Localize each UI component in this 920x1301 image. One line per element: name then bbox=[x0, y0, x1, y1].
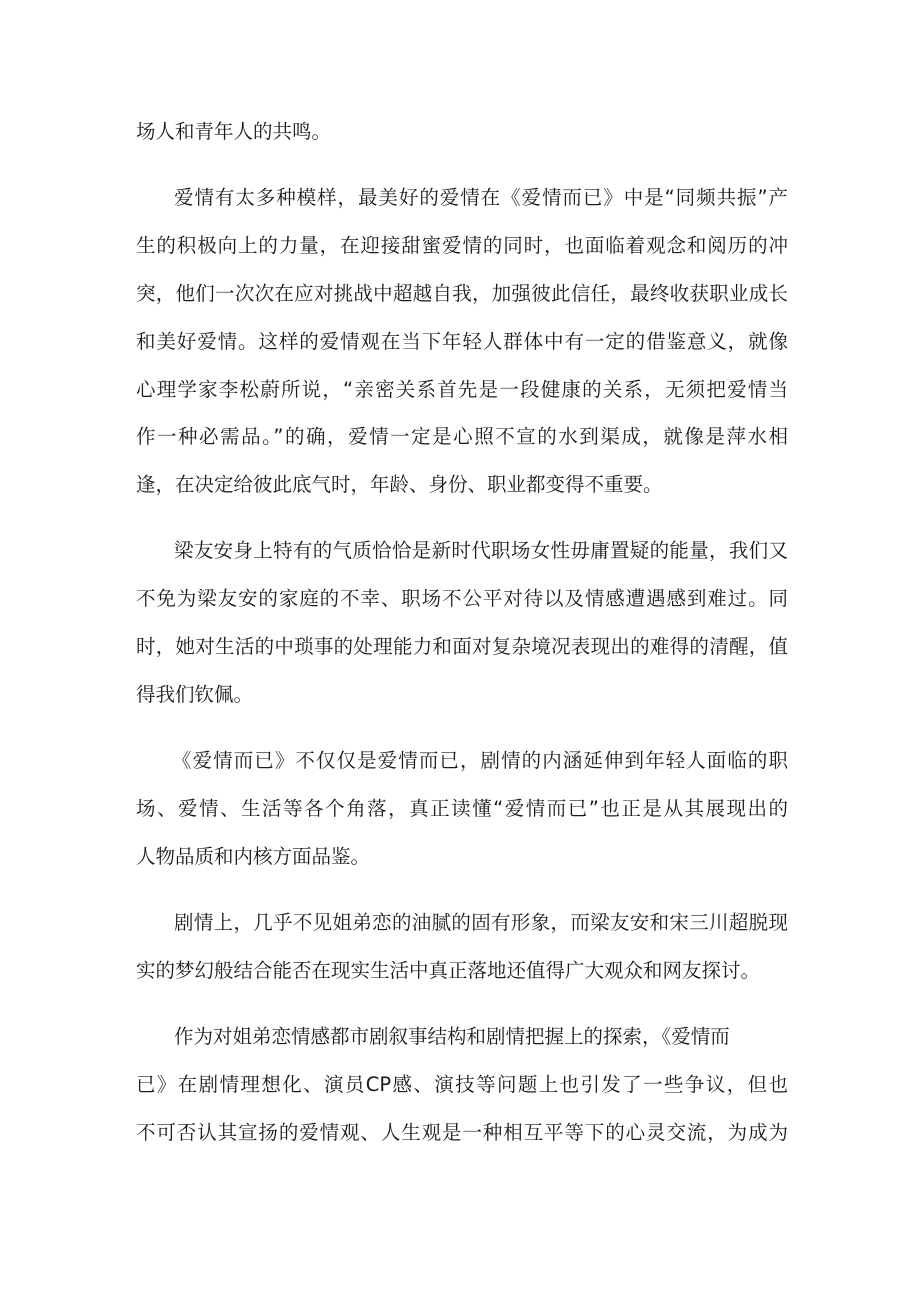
paragraph-6-line-1: 作为对姐弟恋情感都市剧叙事结构和剧情把握上的探索，《爱情而 bbox=[174, 1025, 730, 1048]
paragraph-4-line-2: 场、爱情、生活等各个角落，真正读懂“爱情而已”也正是从其展现出的 bbox=[136, 797, 788, 820]
paragraph-2-line-2: 生的积极向上的力量，在迎接甜蜜爱情的同时，也面临着观念和阅历的冲 bbox=[136, 234, 788, 257]
paragraph-2-line-5: 心理学家李松蔚所说，“亲密关系首先是一段健康的关系，无须把爱情当 bbox=[136, 378, 788, 401]
paragraph-6-line-3: 不可否认其宣扬的爱情观、人生观是一种相互平等下的心灵交流，为成为 bbox=[136, 1121, 788, 1144]
paragraph-2-line-3: 突，他们一次次在应对挑战中超越自我，加强彼此信任，最终收获职业成长 bbox=[136, 282, 788, 305]
paragraph-3-line-2: 不免为梁友安的家庭的不幸、职场不公平对待以及情感遭遇感到难过。同 bbox=[136, 587, 788, 610]
paragraph-5-line-1: 剧情上，几乎不见姐弟恋的油腻的固有形象，而梁友安和宋三川超脱现 bbox=[174, 911, 788, 934]
paragraph-3-line-3: 时，她对生活的中琐事的处理能力和面对复杂境况表现出的难得的清醒，值 bbox=[136, 635, 788, 658]
paragraph-5-line-2: 实的梦幻般结合能否在现实生活中真正落地还值得广大观众和网友探讨。 bbox=[136, 959, 761, 982]
paragraph-2-line-7: 逢，在决定给彼此底气时，年龄、身份、职业都变得不重要。 bbox=[136, 473, 663, 496]
paragraph-2-line-6: 作一种必需品。”的确，爱情一定是心照不宣的水到渠成，就像是萍水相 bbox=[136, 425, 788, 448]
paragraph-4-line-1: 《爱情而已》不仅仅是爱情而已，剧情的内涵延伸到年轻人面临的职 bbox=[172, 749, 788, 772]
paragraph-6-line-2: 已》在剧情理想化、演员CP感、演技等问题上也引发了一些争议，但也 bbox=[136, 1073, 788, 1096]
paragraph-3-line-1: 梁友安身上特有的气质恰恰是新时代职场女性毋庸置疑的能量，我们又 bbox=[174, 539, 788, 562]
paragraph-2-line-1: 爱情有太多种模样，最美好的爱情在《爱情而已》中是“同频共振”产 bbox=[174, 186, 788, 209]
paragraph-4-line-3: 人物品质和内核方面品鉴。 bbox=[136, 845, 371, 868]
paragraph-1-line-1: 场人和青年人的共鸣。 bbox=[136, 120, 332, 143]
paragraph-3-line-4: 得我们钦佩。 bbox=[136, 683, 254, 706]
paragraph-2-line-4: 和美好爱情。这样的爱情观在当下年轻人群体中有一定的借鉴意义，就像 bbox=[136, 330, 788, 353]
